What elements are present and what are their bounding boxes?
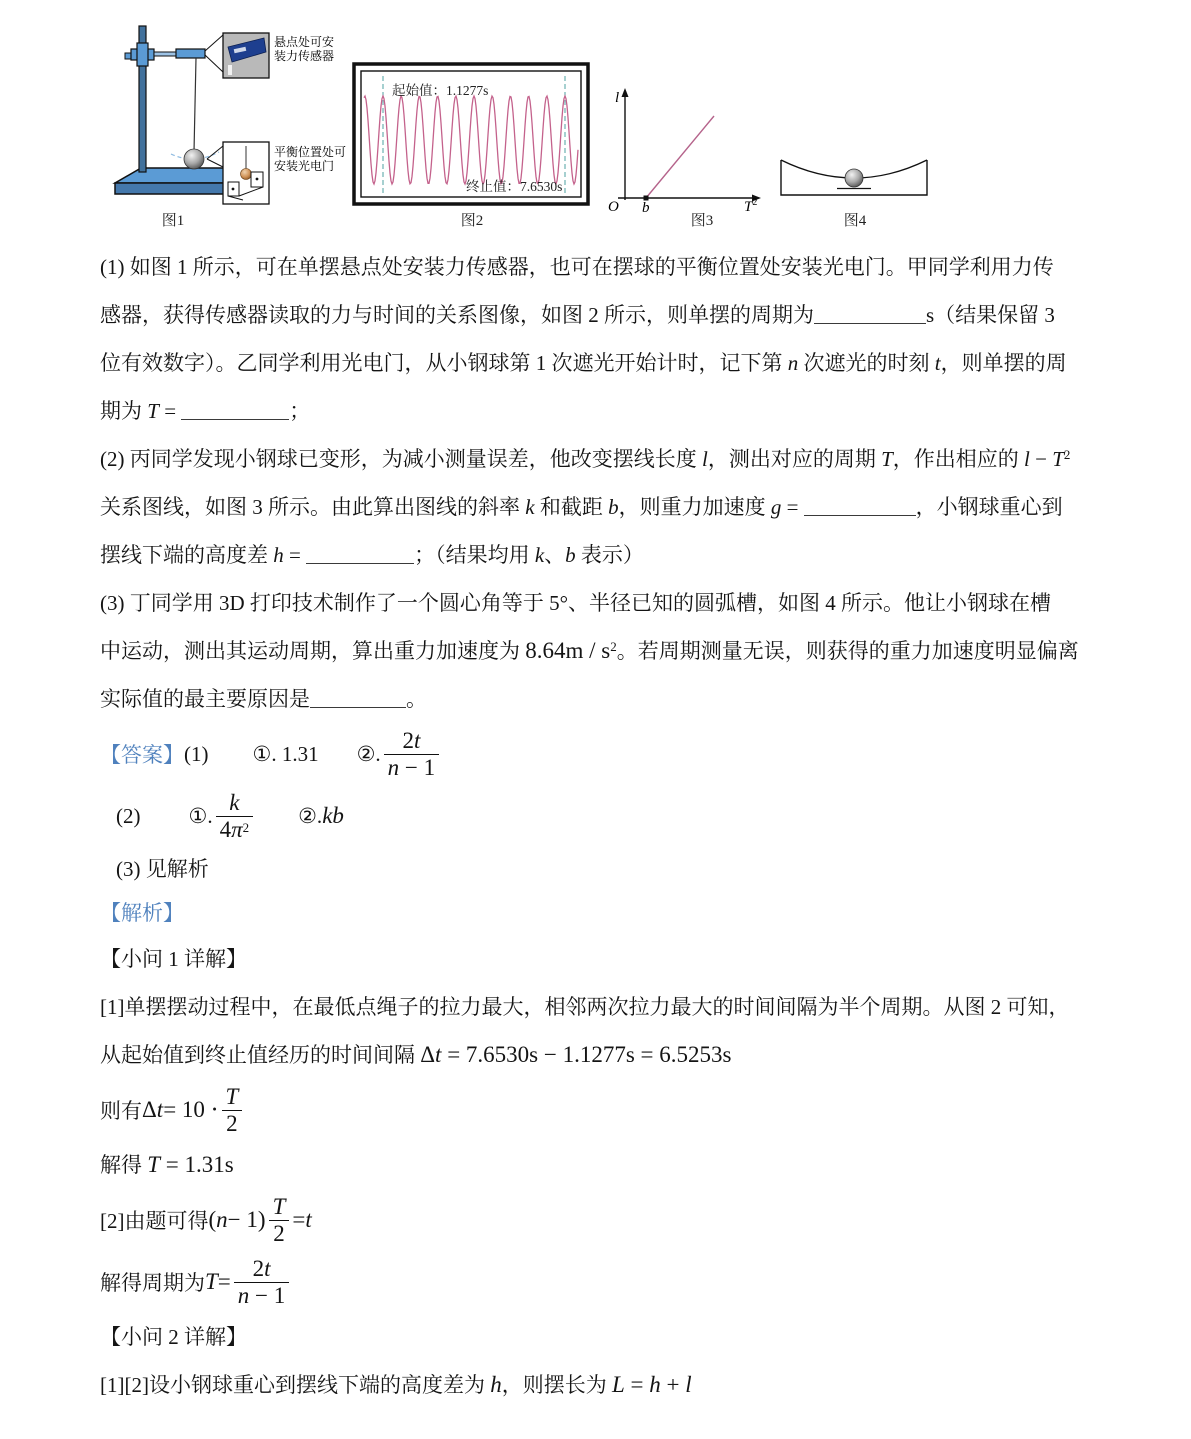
analysis-heading <box>100 891 1100 935</box>
text-segment: 则有 <box>100 1099 142 1123</box>
text-segment <box>234 1256 289 1309</box>
text-segment <box>141 816 189 817</box>
figure-1-pendulum-stand <box>95 22 355 219</box>
text-segment: Δ <box>142 1097 157 1122</box>
text-segment: b <box>565 543 576 567</box>
figure-3-graph <box>600 80 775 217</box>
text-segment <box>814 301 926 324</box>
question-3-line-3 <box>100 675 1100 723</box>
photogate-callout-text-1: 平衡位置处可 <box>274 145 347 159</box>
text-segment: 【答案】 <box>100 743 184 767</box>
answer-line-1 <box>100 723 1100 785</box>
text-segment: 【解析】 <box>100 901 184 925</box>
analysis-1-line-2 <box>100 1031 1100 1079</box>
question-3-line-1 <box>100 579 1100 627</box>
text-segment: t <box>305 1207 312 1232</box>
text-segment: 次遮光的时刻 <box>798 351 935 375</box>
text-segment: [1]单摆摆动过程中，在最低点绳子的拉力最大，相邻两次拉力最大的时间间隔为半个周期。从图 2 可知， <box>100 995 1070 1019</box>
text-segment: 实际值的最主要原因是 <box>100 687 310 711</box>
text-segment: ( <box>208 1207 217 1232</box>
figures-row <box>0 0 1191 235</box>
text-segment: 表示） <box>575 543 644 567</box>
start-value-label: 起始值：1.1277s <box>392 83 489 98</box>
text-segment: ①. <box>188 803 213 828</box>
text-segment: − 1 <box>227 1207 258 1232</box>
text-segment: 2 <box>402 727 414 753</box>
text-segment: T <box>147 1152 161 1177</box>
text-segment <box>319 754 357 755</box>
text-segment <box>310 685 406 708</box>
text-segment: 4 <box>219 816 232 842</box>
text-segment: 、 <box>544 543 566 567</box>
text-segment <box>181 397 289 420</box>
text-segment: 解得 <box>100 1153 148 1177</box>
question-1-line-4 <box>100 387 1100 435</box>
stand-clamp-arm <box>125 43 205 66</box>
text-segment: k <box>229 789 240 815</box>
text-segment: 2 <box>273 1220 285 1246</box>
text-segment: ①. 1.31 <box>252 741 319 766</box>
analysis-1-line-3 <box>100 1141 1100 1189</box>
text-segment: ；（结果均用 <box>414 543 535 567</box>
text-segment: 2 <box>242 819 250 835</box>
text-segment <box>209 754 253 755</box>
text-segment: ，作出相应的 <box>892 447 1025 471</box>
text-segment: − 1 <box>249 1282 286 1308</box>
text-segment: 2 <box>252 1255 265 1281</box>
text-segment: ，则摆长为 <box>501 1373 612 1397</box>
question-1-line-1 <box>100 243 1100 291</box>
text-segment: = <box>158 399 182 423</box>
text-segment <box>804 493 916 516</box>
text-segment: 2 <box>610 639 617 654</box>
text-segment: 摆线下端的高度差 <box>100 543 274 567</box>
text-segment: kb <box>322 803 344 828</box>
text-segment <box>306 541 414 564</box>
text-segment: − 1 <box>399 754 436 780</box>
text-segment: L <box>611 1372 625 1397</box>
question-2-line-1 <box>100 435 1100 483</box>
text-segment: T <box>225 1083 239 1109</box>
text-segment: (3) 丁同学用 3D 打印技术制作了一个圆心角等于 5°、半径已知的圆弧槽，如图 4 所示。他让小钢球在槽 <box>100 591 1052 615</box>
text-segment: n <box>237 1282 250 1308</box>
analysis-1-formula-3 <box>100 1251 1100 1313</box>
text-segment: [1][2]设小钢球重心到摆线下端的高度差为 <box>100 1373 491 1397</box>
analysis-2-line-1 <box>100 1361 1100 1409</box>
text-segment: Δ <box>420 1042 436 1067</box>
figure-4-caption: 图4 <box>843 213 867 229</box>
text-segment: 从起始值到终止值经历的时间间隔 <box>100 1043 421 1067</box>
text-segment <box>100 816 116 817</box>
text-segment: n <box>387 754 400 780</box>
text-segment: t <box>413 727 421 753</box>
text-segment <box>216 790 254 843</box>
text-segment: ，测出对应的周期 <box>707 447 882 471</box>
text-segment: n <box>787 351 799 375</box>
pendulum-string <box>194 58 196 152</box>
text-segment: = 10 ⋅ <box>163 1097 219 1122</box>
text-segment: 8.64m / s <box>525 638 611 663</box>
answer-line-3 <box>100 847 1100 891</box>
text-segment: + <box>660 1372 686 1397</box>
subquestion-1-heading <box>100 935 1100 983</box>
text-segment: ) <box>257 1207 266 1232</box>
text-segment: 中运动，测出其运动周期，算出重力加速度为 <box>100 639 526 663</box>
text-segment: T <box>1052 447 1064 471</box>
text-segment: ，小钢球重心到 <box>915 495 1063 519</box>
y-axis-label: l <box>615 90 620 106</box>
figure-2-waveform <box>352 62 592 213</box>
text-segment: = <box>292 1207 306 1232</box>
question-2-line-2 <box>100 483 1100 531</box>
analysis-1-line-1 <box>100 983 1100 1031</box>
text-segment: s（结果保留 3 <box>926 303 1055 327</box>
question-2-line-3 <box>100 531 1100 579</box>
text-segment: 和截距 <box>534 495 609 519</box>
arc-groove-illustration <box>778 150 930 200</box>
text-segment: h <box>649 1372 661 1397</box>
text-segment: [2]由题可得 <box>100 1209 209 1233</box>
text-segment: − <box>1029 447 1053 471</box>
text-segment: 解得周期为 <box>100 1271 205 1295</box>
text-segment: ，则重力加速度 <box>618 495 771 519</box>
text-segment: T <box>205 1269 218 1294</box>
text-segment: 期为 <box>100 399 148 423</box>
text-segment: 感器，获得传感器读取的力与时间的关系图像，如图 2 所示，则单摆的周期为 <box>100 303 814 327</box>
pendulum-bob <box>184 149 204 169</box>
text-segment: = <box>781 495 804 519</box>
text-segment: h <box>490 1372 502 1397</box>
text-segment: T <box>881 447 893 471</box>
text-segment: = <box>283 543 307 567</box>
text-segment: 。若周期测量无误，则获得的重力加速度明显偏离 <box>616 639 1079 663</box>
document-content <box>100 243 1100 1409</box>
question-3-line-2 <box>100 627 1100 675</box>
text-segment: (2) <box>116 803 141 828</box>
text-segment: t <box>156 1097 164 1122</box>
text-segment: (2) 丙同学发现小钢球已变形，为减小测量误差，他改变摆线长度 <box>100 447 702 471</box>
text-segment: k <box>534 543 545 567</box>
figure-2-caption: 图2 <box>460 213 484 229</box>
analysis-1-formula-2 <box>100 1189 1100 1251</box>
origin-label: O <box>608 199 619 212</box>
analysis-1-formula-1 <box>100 1079 1100 1141</box>
figure-3-caption: 图3 <box>690 213 714 229</box>
fit-line <box>646 116 714 198</box>
text-segment: (1) 如图 1 所示，可在单摆悬点处安装力传感器，也可在摆球的平衡位置处安装光电门。甲同学利用力传 <box>100 255 1054 279</box>
photogate-callout <box>207 142 346 204</box>
text-segment: ，则单摆的周 <box>940 351 1067 375</box>
figure-4-arc-groove <box>778 150 930 205</box>
text-segment: 关系图线，如图 3 所示。由此算出图线的斜率 <box>100 495 526 519</box>
text-segment <box>100 875 116 876</box>
text-segment: l <box>685 1372 692 1397</box>
text-segment: 位有效数字）。乙同学利用光电门，从小钢球第 1 次遮光开始计时，记下第 <box>100 351 788 375</box>
question-1-line-3 <box>100 339 1100 387</box>
intercept-label: b <box>642 200 650 212</box>
text-segment: π <box>231 816 243 842</box>
text-segment: 2 <box>226 1110 238 1136</box>
text-segment: = <box>624 1372 650 1397</box>
figure-1-caption: 图1 <box>161 213 185 229</box>
text-segment <box>222 1084 243 1137</box>
end-value-label: 终止值：7.6530s <box>466 179 563 194</box>
force-sensor-callout-text-2: 装力传感器 <box>274 49 335 63</box>
text-segment: T <box>147 399 159 423</box>
text-segment: h <box>273 543 284 567</box>
text-segment: ②. <box>356 741 381 766</box>
text-segment: 【小问 2 详解】 <box>100 1325 247 1349</box>
text-segment: 2 <box>1063 447 1071 462</box>
text-segment: (1) <box>184 741 209 766</box>
answer-line-2 <box>100 785 1100 847</box>
text-segment: g <box>770 495 782 519</box>
text-segment: t <box>934 351 941 375</box>
text-segment <box>269 1194 290 1247</box>
text-segment <box>256 816 298 817</box>
text-segment: b <box>608 495 619 519</box>
text-segment: l <box>701 447 708 471</box>
text-segment <box>384 728 439 781</box>
text-segment: ②. <box>298 803 323 828</box>
text-segment: l <box>1024 447 1030 471</box>
text-segment: T <box>272 1193 286 1219</box>
question-1-line-2 <box>100 291 1100 339</box>
arc-ball <box>845 169 863 187</box>
x-axis-label: $T^2$ <box>744 197 758 212</box>
waveform-panel <box>352 62 592 208</box>
text-segment: (3) 见解析 <box>116 857 209 881</box>
text-segment: n <box>216 1207 228 1232</box>
text-segment: k <box>525 495 535 519</box>
text-segment: t <box>435 1042 442 1067</box>
subquestion-2-heading <box>100 1313 1100 1361</box>
text-segment: ； <box>289 399 311 423</box>
text-segment: = 1.31s <box>160 1152 234 1177</box>
text-segment: 。 <box>406 687 427 711</box>
y-axis-arrow <box>622 88 629 97</box>
l-t2-graph <box>600 80 775 212</box>
text-segment: 【小问 1 详解】 <box>100 947 247 971</box>
text-segment: = 7.6530s − 1.1277s = 6.5253s <box>441 1042 732 1067</box>
text-segment: t <box>264 1255 271 1281</box>
pendulum-stand-illustration <box>95 22 355 214</box>
force-sensor-callout-text-1: 悬点处可安 <box>274 35 335 49</box>
text-segment: = <box>217 1269 231 1294</box>
photogate-callout-text-2: 安装光电门 <box>274 159 335 173</box>
force-sensor-callout <box>205 33 334 78</box>
